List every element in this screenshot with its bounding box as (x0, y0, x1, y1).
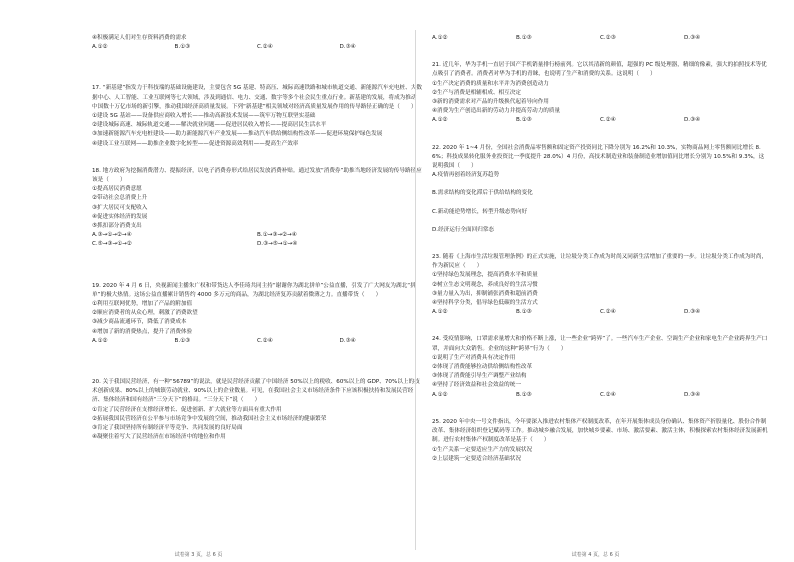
q22-option-c: C.新动能逆势增长，转型升级态势向好 (432, 208, 528, 215)
option-b: B.①③ (516, 35, 532, 41)
q23-stem: 23. 随着《上海市生活垃圾管理条例》的正式实施，让垃圾分类工作成为时尚又同新生活增加了重要的一步。让垃圾分类工作成为时尚，作为新民应（ ） (432, 254, 768, 270)
q17-stem: 17. “新基建”指发力于科技端的基础设施建设，主要包含 5G 基建、特高压、城际高速铁路和城市轨道交通、新能源汽车充电桩、大数据中心、人工智能、工业互联网等七大领域，涉及到通信、电力、交通、数字等多个社会民生重点行业。新基建的发展，将成为推动中国数十万亿市场的新引擎，推动我国经济高质量发展。下列“新基建”相关领域对经济高质量发展作用的传导路径正确的是（ ） (92, 85, 422, 110)
q19-item: ④增加了新的消费热点，提升了消费体验 (92, 328, 193, 335)
left-column (92, 34, 422, 443)
option-b: B.①③ (516, 391, 532, 398)
option-d: D.③④ (684, 391, 701, 398)
option-d: D.③→⑤→①→④ (257, 241, 298, 248)
q18-item: ④促进实体经济的发展 (92, 213, 148, 220)
q24-item: ②体现了消费能够拉动供给侧结构性改革 (432, 364, 533, 371)
option-a: A.①② (432, 309, 448, 316)
option-a: A.③→①→②→④ (92, 232, 132, 239)
q19-stem: 19. 2020 年 4 月 6 日，央视新闻主播朱广权和带货达人李佳琦共同主持“谢谢你为湖北拼单”公益直播，引发了广大网友为湖北“拼单”的极大热情。这场公益直播累计销售约 4000 多万元的商品，为湖北经济复苏贡献着微薄之力。直播带货（ ） (92, 282, 416, 298)
q20-item: ④凝聚住着写大了民营经济在市场经济中的地位和作用 (92, 434, 226, 441)
q22-option-d: D.经济运行全面回归常态 (432, 226, 495, 233)
q24-stem: 24. 受疫情影响，口罩需求量增大和价格不断上涨，让一些企业“跨界”了。一些汽车生产企业、空调生产企业和家电生产企业跨界生产口罩，并面向大众销售。企业的这种“跨界”行为（ ） (432, 336, 768, 352)
q25-stem: 25. 2020 年中央一号文件指出，今年要深入推进农村集体产权制度改革，在年开展集体成员身份确认、集体资产折股量化、股份合作制改革、集体经济组织登记赋码等工作。推动城乡融合发展，加快城乡要素、市场、激活要素、激活主体，积极探索农村集体经济发展新机制。进行农村集体产权制度改革是基于（ ） (432, 418, 768, 444)
right-column (432, 34, 768, 464)
option-d: D.③④ (684, 117, 701, 124)
option-b: B.①③ (516, 309, 532, 316)
q18-options-row1 (92, 231, 422, 240)
option-a: A.①② (432, 35, 448, 41)
q20-item: ①肯定了民营经济在支撑经济增长、促进创新、扩大就业等方面具有重大作用 (92, 406, 282, 413)
q17-item: ②建设城际高速、城际轨道交通——解决就业问题——促进居民收入增长——提高居民生活水平 (92, 122, 327, 129)
q23-item: ④坚持科学分类，倡导绿色低碳的生活方式 (432, 300, 538, 307)
q23-item: ③量力量入为出，抑制铺张消费和超前消费 (432, 290, 538, 297)
option-c: C.②④ (600, 391, 616, 398)
option-d: D.③④ (339, 337, 356, 344)
q20-item: ②拓展我国民营经济在公平参与市场竞争中发展的空间，推动我国社会主义市场经济的健康繁荣 (92, 415, 327, 422)
q18-item: ⑤抓扣部分消费支出 (92, 223, 142, 230)
q16-options (92, 43, 422, 52)
q19-options (92, 337, 422, 346)
q20-stem: 20. 关于我国民营经济，有一种“56789”的说法，就是民营经济贡献了中国经济 50%以上的税收、60%以上的 GDP、70%以上的技术创新成果、80%以上的城镇劳动就业、90%以上的企业数量。可见，在我国社会主义市场经济条件下应该积极扶持和发展民营经济、集体经济和国有经济“三分天下”的格局。“三分天下”说（ ） (92, 379, 420, 404)
option-b: B.①③ (516, 117, 532, 124)
q24-options (432, 391, 768, 400)
q24-item: ④坚持了经济效益和社会效益的统一 (432, 382, 521, 389)
q18-options-row2 (92, 240, 422, 249)
column-divider (415, 30, 416, 550)
q16-last-item: ④积极满足人们对生存资料消费的需求 (92, 35, 187, 41)
option-b: B.①→③→②→④ (257, 232, 297, 239)
q21-item: ③新的消费需求对产品的升级换代起着导向作用 (432, 99, 549, 106)
q21-item: ④消费为生产创造出新的劳动力并提高劳动力的质量 (432, 108, 561, 115)
q21-item: ①生产决定消费的质量和水平并为消费创造动力 (432, 80, 549, 87)
q22-option-b: B.需求结构的变化滞后于供给结构的变化 (432, 190, 533, 197)
q22-option-a: A.疫情再创着经济复苏趋势 (432, 172, 500, 179)
q22-stem: 22. 2020 年 1~4 月份，全国社会消费品零售额和固定资产投资同比下降分别为 16.2%和 10.3%，实物商品网上零售额同比增长 8.6%；科技成果转化服务业投资比一季度提升 28.0%）4 月份，高技术制造业和装备制造业增加值同比增长分别为 10.5%和 9.3%，这说明我国（ ） (432, 144, 765, 170)
option-d: D.③④ (684, 35, 701, 41)
q18-item: ②带动社会总消费上升 (92, 195, 148, 202)
page-number-right: 试卷第 4 页，总 6 页 (571, 552, 620, 558)
option-a: A.①② (432, 391, 448, 398)
option-c: C.②③ (600, 35, 616, 41)
option-c: C.⑤→③→①→② (92, 241, 132, 248)
q18-item: ①提高居民消费意愿 (92, 186, 142, 193)
option-a: A.①② (92, 337, 108, 344)
q19-item: ③减少商品流通环节，降低了消费成本 (92, 319, 187, 326)
q18-stem: 18. 地方政府为挖掘消费潜力、提振经济，以电子消费券形式给居民发放消费补贴。通过发放“消费券”助推当地经济发展的传导路径应该是（ ） (92, 167, 422, 184)
q19-item: ②顺应消费者的从众心理，刺激了消费欲望 (92, 310, 198, 317)
q25-item: ①生产关系一定要适应生产力的发展状况 (432, 446, 533, 453)
option-c: C.②④ (257, 337, 273, 344)
q23-options (432, 308, 768, 317)
option-c: C.②④ (257, 44, 273, 51)
option-c: C.②④ (600, 117, 616, 124)
q20-item: ③肯定了我国坚持所有制经济平等竞争、共同发展的良好局面 (92, 425, 243, 432)
q24-item: ③体现了消费能引导生产调整产业结构 (432, 373, 527, 380)
q21-options (432, 116, 768, 125)
option-a: A.①② (432, 117, 448, 124)
option-d: D.③④ (339, 44, 356, 51)
option-b: B.①③ (174, 44, 191, 51)
q23-item: ①坚持绿色发展理念，提高消费水平和质量 (432, 272, 538, 279)
q23-item: ②树立生态文明观念，养成良好的生活习惯 (432, 281, 538, 288)
q21-stem: 21. 近几年，华为手机一直居于国产手机销量排行榜前列。它以其清新的颜值，超强的 PC 级处理器，精细的像素，强大的拍照技术等优点吸引了消费者。消费者对华为手机的青睐，也说明了生产和消费的关系。这说明（ ） (432, 62, 767, 78)
q24-item: ①说明了生产对消费具有决定作用 (432, 354, 516, 361)
q19-item: ①利用互联网优势，增加了产品的附加值 (92, 301, 193, 308)
option-b: B.①③ (174, 337, 191, 344)
q25-item: ②上层建筑一定要适合经济基础状况 (432, 455, 521, 462)
option-d: D.③④ (684, 309, 701, 316)
page-footer (0, 551, 794, 558)
q17-item: ④建设工业互联网——助推企业数字化转型——促进资源高效利用——提高生产效率 (92, 140, 299, 147)
option-c: C.②④ (600, 309, 616, 316)
page-number-left: 试卷第 3 页，总 6 页 (174, 552, 223, 558)
q21-item: ②生产与消费是相辅相成、相互决定 (432, 89, 521, 96)
q18-item: ③扩大居民可支配收入 (92, 204, 148, 211)
option-a: A.①② (92, 44, 108, 51)
q20-options (432, 34, 768, 43)
q17-item: ③加速新能源汽车充电桩建设——助力新能源汽车产业发展——推动汽车供给侧结构性改革——促进环境保护绿色发展 (92, 131, 383, 138)
q17-item: ①建设 5G 基站——设备供应商收入增长——推动高新技术发展——筑牢万物互联坚实基础 (92, 113, 316, 120)
